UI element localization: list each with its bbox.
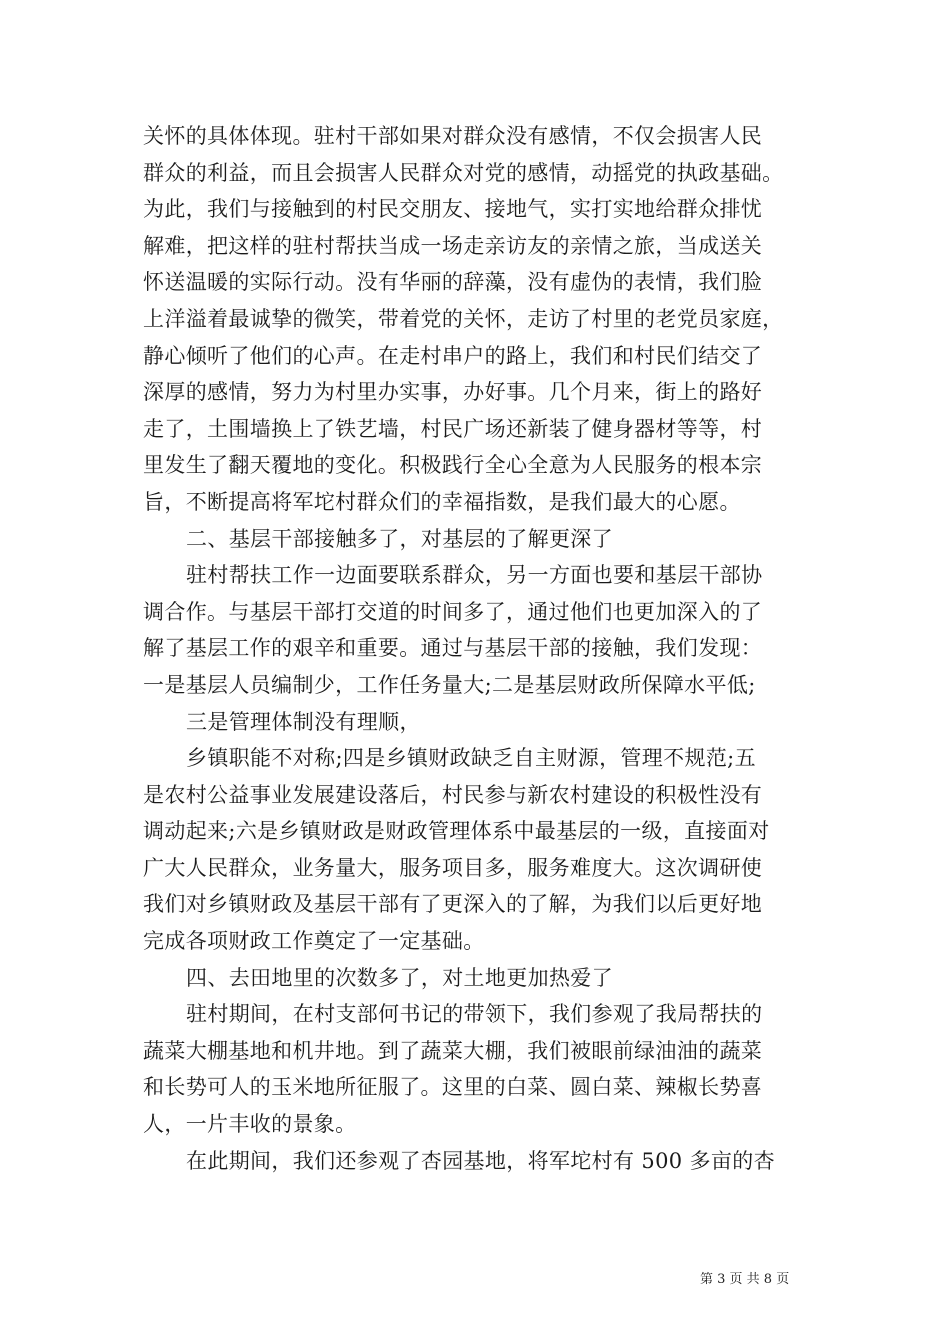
text-line: 为此，我们与接触到的村民交朋友、接地气，实打实地给群众排忧 <box>143 197 763 222</box>
text-line: 蔬菜大棚基地和机井地。到了蔬菜大棚，我们被眼前绿油油的蔬菜 <box>143 1038 763 1063</box>
text-line: 在此期间，我们还参观了杏园基地，将军坨村有 500 多亩的杏 <box>186 1148 775 1173</box>
text-line: 我们对乡镇财政及基层干部有了更深入的了解，为我们以后更好地 <box>143 892 763 917</box>
text-line: 驻村期间，在村支部何书记的带领下，我们参观了我局帮扶的 <box>186 1002 763 1027</box>
text-line: 解难，把这样的驻村帮扶当成一场走亲访友的亲情之旅，当成送关 <box>143 233 763 258</box>
document-body <box>143 118 813 1179</box>
page-number-footer: 第 3 页 共 8 页 <box>700 1272 790 1287</box>
text-line: 人，一片丰收的景象。 <box>143 1112 357 1137</box>
text-line: 驻村帮扶工作一边面要联系群众，另一方面也要和基层干部协 <box>186 563 763 588</box>
text-line: 是农村公益事业发展建设落后，村民参与新农村建设的积极性没有 <box>143 782 763 807</box>
text-line: 解了基层工作的艰辛和重要。通过与基层干部的接触，我们发现： <box>143 636 763 661</box>
text-line: 和长势可人的玉米地所征服了。这里的白菜、圆白菜、辣椒长势喜 <box>143 1075 763 1100</box>
text-line: 三是管理体制没有理顺， <box>186 709 421 734</box>
text-line: 旨，不断提高将军坨村群众们的幸福指数，是我们最大的心愿。 <box>143 489 741 514</box>
text-line: 深厚的感情，努力为村里办实事，办好事。几个月来，街上的路好 <box>143 380 763 405</box>
text-line: 里发生了翻天覆地的变化。积极践行全心全意为人民服务的根本宗 <box>143 453 763 478</box>
text-line: 上洋溢着最诚挚的微笑，带着党的关怀，走访了村里的老党员家庭， <box>143 306 784 331</box>
text-line: 一是基层人员编制少，工作任务量大;二是基层财政所保障水平低; <box>143 672 756 697</box>
text-line: 怀送温暖的实际行动。没有华丽的辞藻，没有虚伪的表情，我们脸 <box>143 270 763 295</box>
text-line: 乡镇职能不对称;四是乡镇财政缺乏自主财源，管理不规范;五 <box>186 746 756 771</box>
text-line: 完成各项财政工作奠定了一定基础。 <box>143 929 485 954</box>
text-line: 调动起来;六是乡镇财政是财政管理体系中最基层的一级，直接面对 <box>143 819 770 844</box>
text-line: 调合作。与基层干部打交道的时间多了，通过他们也更加深入的了 <box>143 599 763 624</box>
text-line: 静心倾听了他们的心声。在走村串户的路上，我们和村民们结交了 <box>143 343 763 368</box>
text-line: 走了，土围墙换上了铁艺墙，村民广场还新装了健身器材等等，村 <box>143 416 763 441</box>
text-line: 广大人民群众，业务量大，服务项目多，服务难度大。这次调研使 <box>143 855 763 880</box>
text-line: 群众的利益，而且会损害人民群众对党的感情，动摇党的执政基础。 <box>143 160 784 185</box>
text-line: 四、去田地里的次数多了，对土地更加热爱了 <box>186 965 613 990</box>
text-line: 关怀的具体体现。驻村干部如果对群众没有感情，不仅会损害人民 <box>143 124 763 148</box>
text-line: 二、基层干部接触多了，对基层的了解更深了 <box>186 526 613 551</box>
